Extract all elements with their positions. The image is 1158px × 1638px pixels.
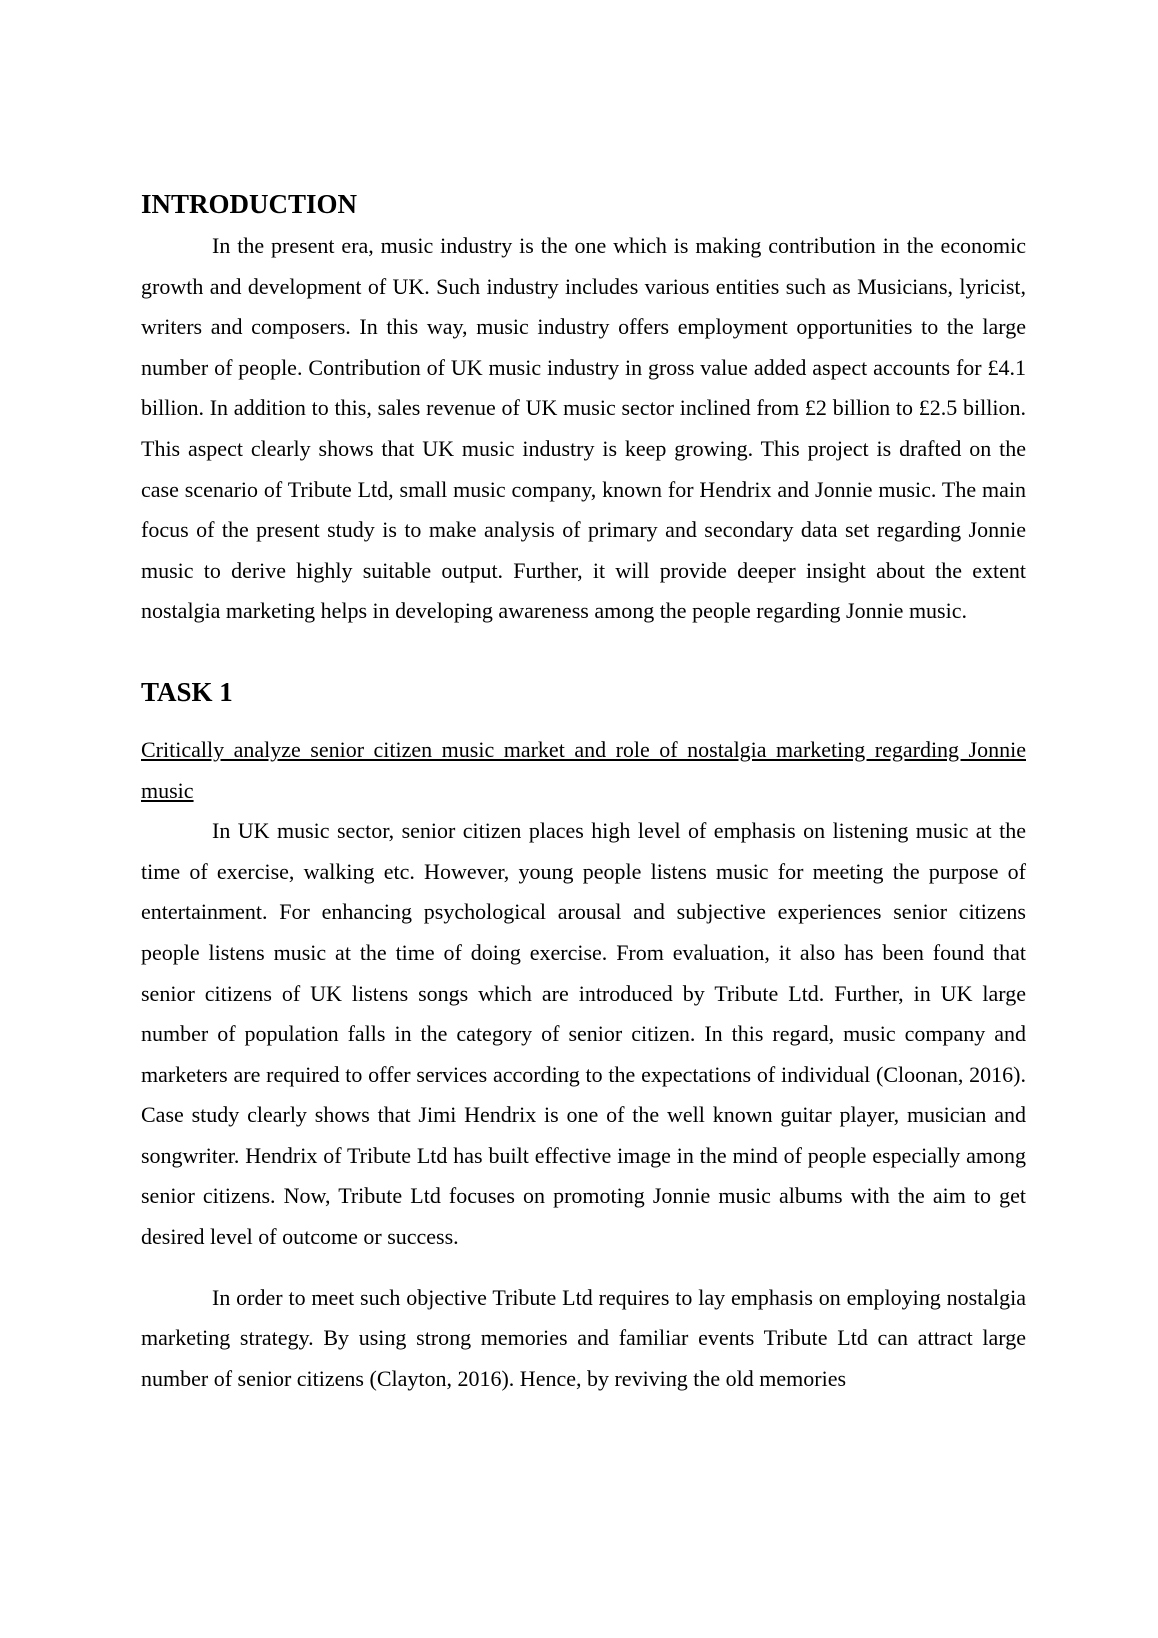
task-1-heading: TASK 1 [141, 676, 233, 707]
task-1-paragraph-2: In order to meet such objective Tribute Ltd requires to lay emphasis on employing nostalgia marketing strategy. By using strong memories and familiar events Tribute Ltd can attract large number of senior citizens (Clayton, 2016). Hence, by reviving the old memories [141, 1284, 1026, 1391]
introduction-heading: INTRODUCTION [141, 189, 358, 219]
task-1-subheading: Critically analyze senior citizen music market and role of nostalgia marketing regarding Jonnie music [141, 736, 1026, 803]
introduction-paragraph: In the present era, music industry is the one which is making contribution in the economic growth and development of UK. Such industry includes various entities such as Musicians, lyricist, writers and composers. In this way, music industry offers employment opportunities to the large number of people. Contribution of UK music industry in gross value added aspect accounts for £4.1 billion. In addition to this, sales revenue of UK music sector inclined from £2 billion to £2.5 billion. This aspect clearly shows that UK music industry is keep growing. This project is drafted on the case scenario of Tribute Ltd, small music company, known for Hendrix and Jonnie music. The main focus of the present study is to make analysis of primary and secondary data set regarding Jonnie music to derive highly suitable output. Further, it will provide deeper insight about the extent nostalgia marketing helps in developing awareness among the people regarding Jonnie music. [141, 233, 1026, 624]
document-page [141, 186, 1026, 1399]
task-1-paragraph-1: In UK music sector, senior citizen places high level of emphasis on listening music at the time of exercise, walking etc. However, young people listens music for meeting the purpose of entertainment. For enhancing psychological arousal and subjective experiences senior citizens people listens music at the time of doing exercise. From evaluation, it also has been found that senior citizens of UK listens songs which are introduced by Tribute Ltd. Further, in UK large number of population falls in the category of senior citizen. In this regard, music company and marketers are required to offer services according to the expectations of individual (Cloonan, 2016). Case study clearly shows that Jimi Hendrix is one of the well known guitar player, musician and songwriter. Hendrix of Tribute Ltd has built effective image in the mind of people especially among senior citizens. Now, Tribute Ltd focuses on promoting Jonnie music albums with the aim to get desired level of outcome or success. [141, 818, 1026, 1250]
